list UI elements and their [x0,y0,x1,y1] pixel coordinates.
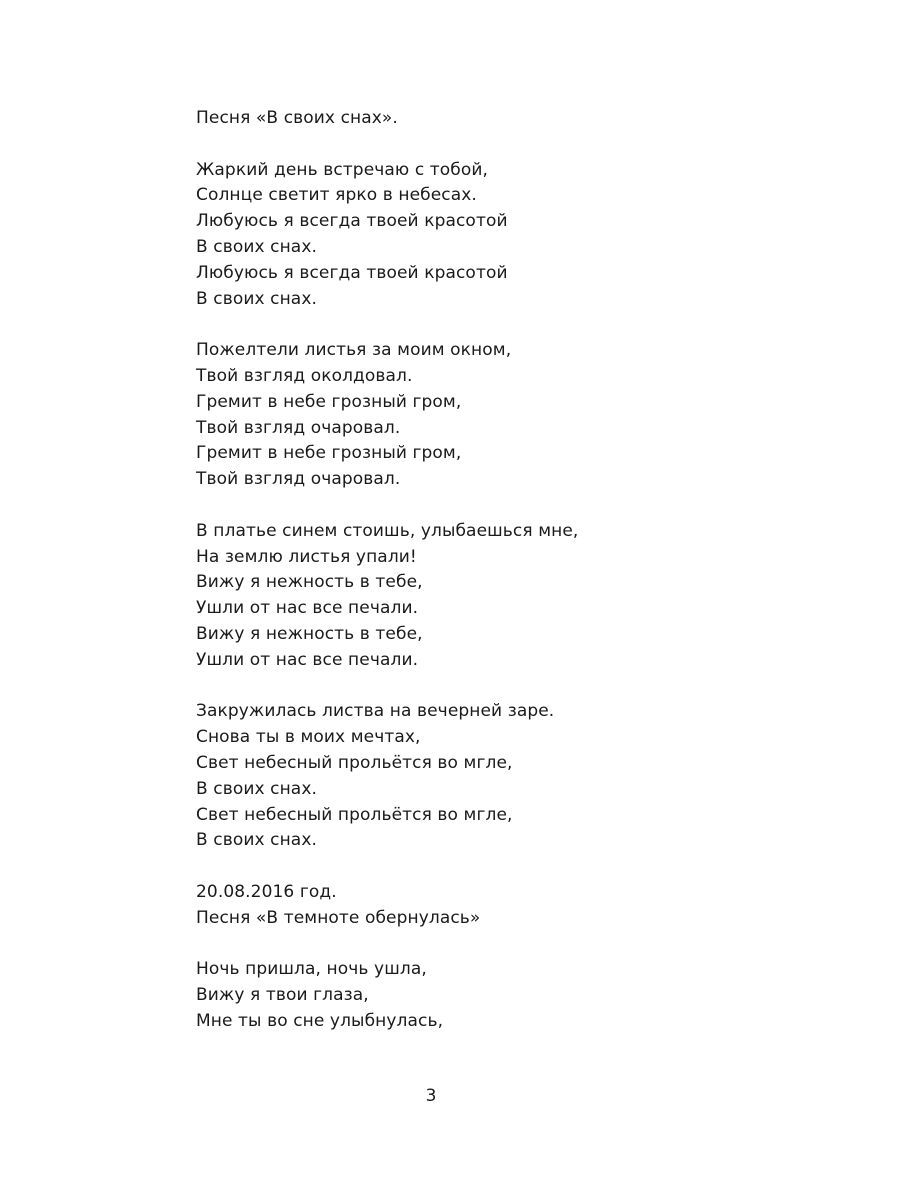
poem-line: Твой взгляд околдовал. [196,365,413,386]
stanza-2 [196,338,756,493]
poem-line: В платье синем стоишь, улыбаешься мне, [196,520,579,541]
poem-line: На землю листья упали! [196,546,417,567]
poem-line: Солнце светит ярко в небесах. [196,185,477,206]
song-title: Песня «В своих снах». [196,108,398,128]
poem-line: Любуюсь я всегда твоей красотой [196,262,508,283]
poem-line: Любуюсь я всегда твоей красотой [196,211,508,232]
next-song-header [196,880,756,932]
stanza-1 [196,158,756,313]
poem-line: Свет небесный прольётся во мгле, [196,804,513,825]
poem-line: Жаркий день встречаю с тобой, [196,159,489,180]
poem-line: В своих снах. [196,778,317,799]
poem-line: Гремит в небе грозный гром, [196,391,462,412]
stanza-4 [196,699,756,854]
poem-line: Гремит в небе грозный гром, [196,443,462,464]
stanza-next-1 [196,957,756,1034]
page-number: 3 [425,1086,437,1106]
song-title-block [196,106,756,132]
poem-line: В своих снах. [196,288,317,309]
poem-line: Вижу я нежность в тебе, [196,623,423,644]
poem-line: Пожелтели листья за моим окном, [196,340,512,361]
poem-line: Мне ты во сне улыбнулась, [196,1010,444,1031]
poem-text [196,106,756,1035]
poem-line: Ушли от нас все печали. [196,598,419,619]
poem-line: Твой взгляд очаровал. [196,469,401,490]
poem-line: Снова ты в моих мечтах, [196,727,421,748]
stanza-3 [196,519,756,674]
poem-line: В своих снах. [196,830,317,851]
poem-line: Вижу я нежность в тебе, [196,572,423,593]
song-date: 20.08.2016 год. [196,881,337,902]
poem-line: Вижу я твои глаза, [196,985,369,1006]
poem-line: Свет небесный прольётся во мгле, [196,752,513,773]
poem-line: Закружилась листва на вечерней заре. [196,701,555,722]
poem-line: Ушли от нас все печали. [196,649,419,670]
poem-line: Твой взгляд очаровал. [196,417,401,438]
poem-line: Ночь пришла, ночь ушла, [196,959,427,980]
song-title: Песня «В темноте обернулась» [196,907,481,928]
poem-line: В своих снах. [196,236,317,257]
